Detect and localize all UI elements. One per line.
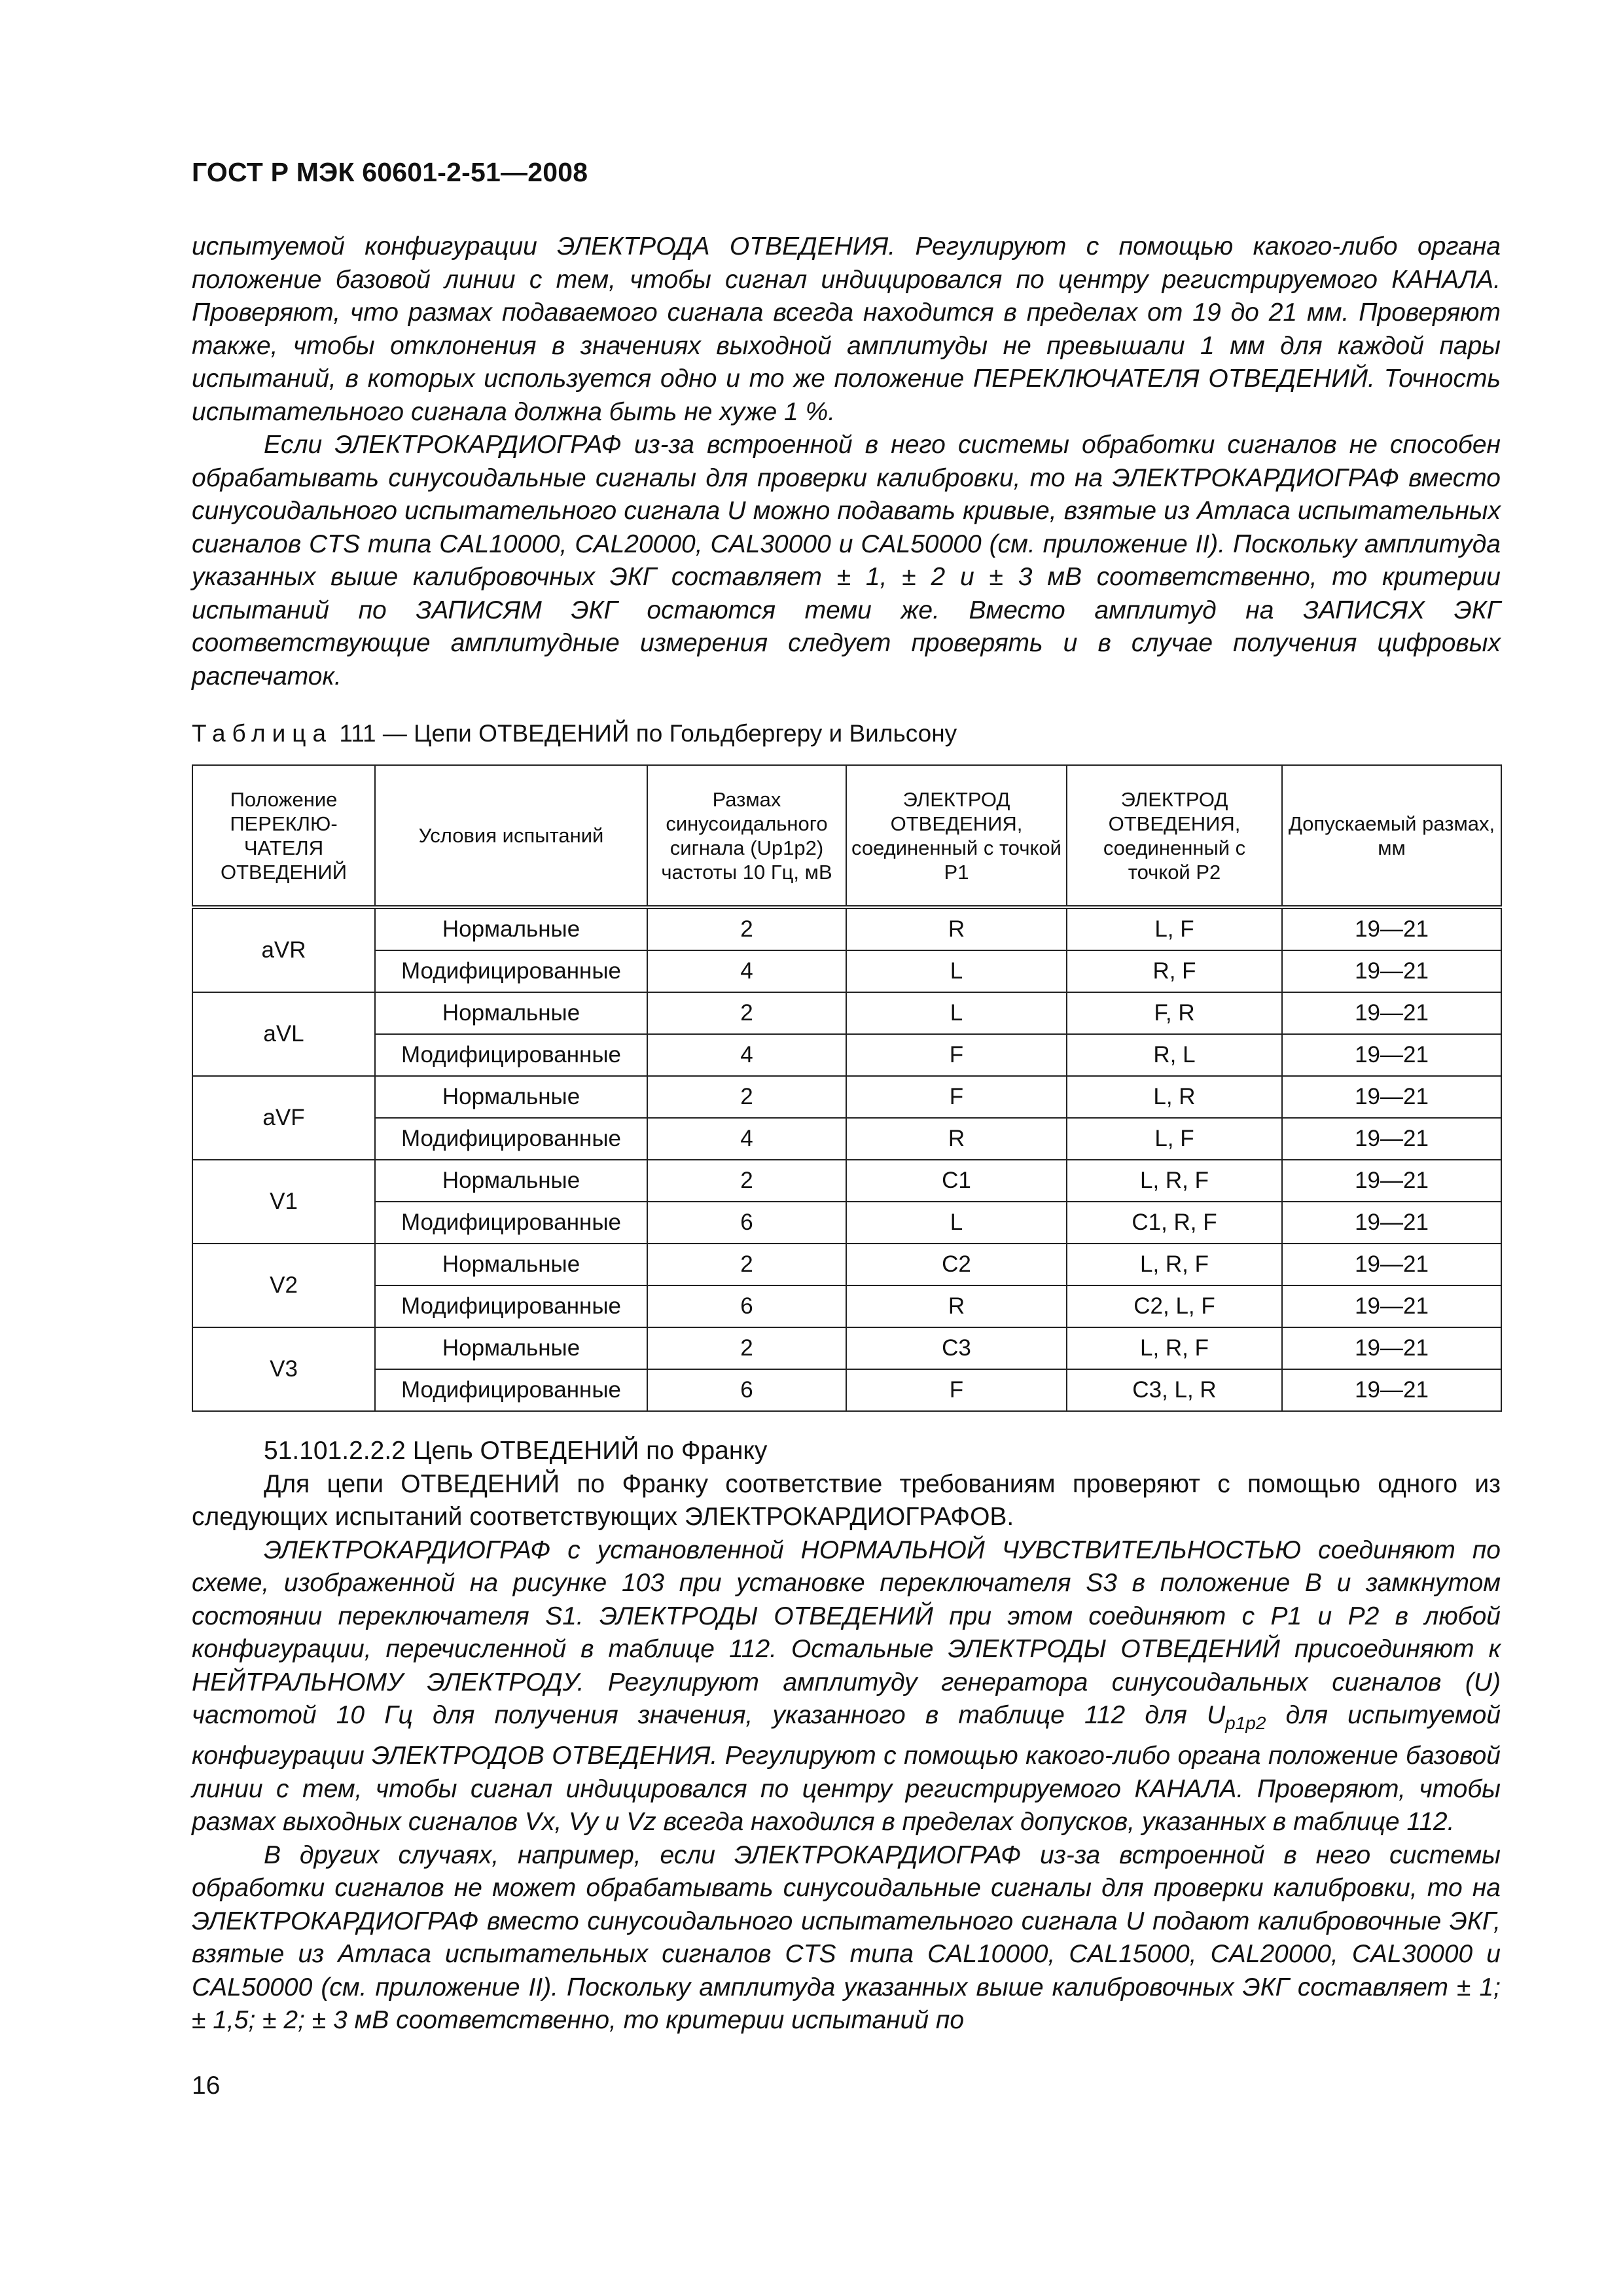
document-header: ГОСТ Р МЭК 60601-2-51—2008 xyxy=(192,157,588,187)
cell-tolerance: 19—21 xyxy=(1282,992,1501,1034)
cell-electrode-p1: C1 xyxy=(846,1160,1067,1202)
cell-electrode-p2: L, F xyxy=(1067,907,1282,950)
page-number: 16 xyxy=(192,2072,221,2100)
cell-electrode-p1: C2 xyxy=(846,1244,1067,1285)
table-caption-title: 111 — Цепи ОТВЕДЕНИЙ по Гольдбергеру и Вильсону xyxy=(332,720,957,747)
cell-electrode-p2: R, F xyxy=(1067,950,1282,992)
cell-condition: Нормальные xyxy=(375,1076,647,1118)
cell-tolerance: 19—21 xyxy=(1282,907,1501,950)
cell-tolerance: 19—21 xyxy=(1282,1202,1501,1244)
header-tolerance: Допускаемый размах, мм xyxy=(1282,765,1501,907)
cell-electrode-p2: C2, L, F xyxy=(1067,1285,1282,1327)
cell-condition: Нормальные xyxy=(375,1160,647,1202)
cell-tolerance: 19—21 xyxy=(1282,1076,1501,1118)
table-row xyxy=(192,1327,1501,1369)
cell-position: V3 xyxy=(192,1327,375,1411)
table-header-row xyxy=(192,765,1501,907)
cell-electrode-p1: L xyxy=(846,992,1067,1034)
cell-position: aVF xyxy=(192,1076,375,1160)
section-title: 51.101.2.2.2 Цепь ОТВЕДЕНИЙ по Франку xyxy=(264,1437,768,1465)
cell-tolerance: 19—21 xyxy=(1282,950,1501,992)
document-page xyxy=(192,0,1501,2296)
table-row xyxy=(192,907,1501,950)
cell-condition: Модифицированные xyxy=(375,950,647,992)
cell-electrode-p2: L, R, F xyxy=(1067,1327,1282,1369)
cell-electrode-p2: C3, L, R xyxy=(1067,1369,1282,1411)
frank-procedure-text-b: для испытуемой конфигурации ЭЛЕКТРОДОВ ОТВЕДЕНИЯ. Регулируют с помощью какого-либо органа положение базовой линии с тем, чтобы сигнал индицировался по центру регистрируемого КАНАЛА. Проверяют, чтобы размах выходных сигналов Vx, Vy и Vz всегда находился в пределах допусков, указанных в таблице 112. xyxy=(192,1701,1501,1837)
table-caption-word: Таблица xyxy=(192,720,333,747)
paragraph-continuation: испытуемой конфигурации ЭЛЕКТРОДА ОТВЕДЕНИЯ. Регулируют с помощью какого-либо органа положение базовой линии с тем, чтобы сигнал индицировался по центру регистрируемого КАНАЛА. Проверяют, что размах подаваемого сигнала всегда находится в пределах от 19 до 21 мм. Проверяют также, чтобы отклонения в значениях выходной амплитуды не превышали 1 мм для каждой пары испытаний, в которых используется одно и то же положение ПЕРЕКЛЮЧАТЕЛЯ ОТВЕДЕНИЙ. Точность испытательного сигнала должна быть не хуже 1 %. xyxy=(192,232,1501,426)
cell-amplitude: 2 xyxy=(647,1076,846,1118)
leads-table xyxy=(192,764,1502,1412)
cell-electrode-p1: C3 xyxy=(846,1327,1067,1369)
table-row xyxy=(192,1244,1501,1285)
cell-tolerance: 19—21 xyxy=(1282,1160,1501,1202)
cell-amplitude: 2 xyxy=(647,1244,846,1285)
table-row xyxy=(192,1034,1501,1076)
cell-condition: Модифицированные xyxy=(375,1118,647,1160)
table-row xyxy=(192,1118,1501,1160)
cell-amplitude: 4 xyxy=(647,1034,846,1076)
header-switch-position: Положение ПЕРЕКЛЮ-ЧАТЕЛЯ ОТВЕДЕНИЙ xyxy=(192,765,375,907)
cell-condition: Модифицированные xyxy=(375,1034,647,1076)
table-row xyxy=(192,1285,1501,1327)
cell-condition: Нормальные xyxy=(375,992,647,1034)
top-text-block xyxy=(192,230,1501,693)
paragraph-frank-intro: Для цепи ОТВЕДЕНИЙ по Франку соответствие требованиям проверяют с помощью одного из следующих испытаний соответствующих ЭЛЕКТРОКАРДИОГРАФОВ. xyxy=(192,1469,1501,1531)
cell-electrode-p2: C1, R, F xyxy=(1067,1202,1282,1244)
table-row xyxy=(192,1160,1501,1202)
frank-procedure-text-a: ЭЛЕКТРОКАРДИОГРАФ с установленной НОРМАЛЬНОЙ ЧУВСТВИТЕЛЬНОСТЬЮ соединяют по схеме, изображенной на рисунке 103 при установке переключателя S3 в положение B и замкнутом состоянии переключателя S1. ЭЛЕКТРОДЫ ОТВЕДЕНИЙ при этом соединяют с P1 и P2 в любой конфигурации, перечисленной в таблице 112. Остальные ЭЛЕКТРОДЫ ОТВЕДЕНИЙ присоединяют к НЕЙТРАЛЬНОМУ ЭЛЕКТРОДУ. Регулируют амплитуду генератора синусоидальных сигналов (U) частотой 10 Гц для получения значения, указанного в таблице 112 для U xyxy=(192,1535,1501,1729)
cell-electrode-p1: R xyxy=(846,907,1067,950)
cell-amplitude: 6 xyxy=(647,1202,846,1244)
cell-tolerance: 19—21 xyxy=(1282,1034,1501,1076)
table-row xyxy=(192,950,1501,992)
cell-tolerance: 19—21 xyxy=(1282,1327,1501,1369)
cell-amplitude: 4 xyxy=(647,1118,846,1160)
cell-tolerance: 19—21 xyxy=(1282,1369,1501,1411)
bottom-text-block xyxy=(192,1435,1501,2037)
table-row xyxy=(192,1076,1501,1118)
table-row xyxy=(192,1369,1501,1411)
header-electrode-p1: ЭЛЕКТРОД ОТВЕДЕНИЯ, соединенный с точкой P1 xyxy=(846,765,1067,907)
cell-amplitude: 2 xyxy=(647,992,846,1034)
cell-amplitude: 2 xyxy=(647,907,846,950)
frank-procedure-subscript: p1p2 xyxy=(1225,1712,1266,1733)
cell-amplitude: 6 xyxy=(647,1369,846,1411)
cell-electrode-p2: L, R xyxy=(1067,1076,1282,1118)
cell-position: aVL xyxy=(192,992,375,1076)
cell-tolerance: 19—21 xyxy=(1282,1118,1501,1160)
cell-amplitude: 2 xyxy=(647,1327,846,1369)
table-body xyxy=(192,907,1501,1411)
cell-electrode-p2: L, R, F xyxy=(1067,1160,1282,1202)
paragraph-frank-procedure xyxy=(192,1534,1501,1839)
paragraph-frank-other-cases: В других случаях, например, если ЭЛЕКТРОКАРДИОГРАФ из-за встроенной в него системы обработки сигналов не может обрабатывать синусоидальные сигналы для проверки калибровки, то на ЭЛЕКТРОКАРДИОГРАФ вместо синусоидального испытательного сигнала U подают калибровочные ЭКГ, взятые из Атласа испытательных сигналов CTS типа CAL10000, CAL15000, CAL20000, CAL30000 и CAL50000 (см. приложение II). Поскольку амплитуда указанных выше калибровочных ЭКГ составляет ± 1; ± 1,5; ± 2; ± 3 мВ соответственно, то критерии испытаний по xyxy=(192,1840,1501,2035)
cell-amplitude: 6 xyxy=(647,1285,846,1327)
cell-condition: Модифицированные xyxy=(375,1285,647,1327)
paragraph-cal-signals: Если ЭЛЕКТРОКАРДИОГРАФ из-за встроенной в него системы обработки сигналов не способен обрабатывать синусоидальные сигналы для проверки калибровки, то на ЭЛЕКТРОКАРДИОГРАФ вместо синусоидального испытательного сигнала U можно подавать кривые, взятые из Атласа испытательных сигналов CTS типа CAL10000, CAL20000, CAL30000 и CAL50000 (см. приложение II). Поскольку амплитуда указанных выше калибровочных ЭКГ составляет ± 1, ± 2 и ± 3 мВ соответственно, то критерии испытаний по ЗАПИСЯМ ЭКГ остаются теми же. Вместо амплитуд на ЗАПИСЯХ ЭКГ соответствующие амплитудные измерения следует проверять и в случае получения цифровых распечаток. xyxy=(192,431,1501,691)
cell-tolerance: 19—21 xyxy=(1282,1285,1501,1327)
cell-condition: Нормальные xyxy=(375,907,647,950)
cell-position: aVR xyxy=(192,907,375,992)
table-row xyxy=(192,992,1501,1034)
cell-amplitude: 4 xyxy=(647,950,846,992)
cell-electrode-p1: L xyxy=(846,950,1067,992)
cell-electrode-p1: L xyxy=(846,1202,1067,1244)
header-electrode-p2: ЭЛЕКТРОД ОТВЕДЕНИЯ, соединенный с точкой P2 xyxy=(1067,765,1282,907)
cell-amplitude: 2 xyxy=(647,1160,846,1202)
cell-condition: Нормальные xyxy=(375,1327,647,1369)
cell-electrode-p2: R, L xyxy=(1067,1034,1282,1076)
cell-electrode-p2: L, R, F xyxy=(1067,1244,1282,1285)
cell-condition: Нормальные xyxy=(375,1244,647,1285)
cell-condition: Модифицированные xyxy=(375,1369,647,1411)
cell-condition: Модифицированные xyxy=(375,1202,647,1244)
cell-electrode-p1: R xyxy=(846,1118,1067,1160)
cell-electrode-p1: F xyxy=(846,1034,1067,1076)
cell-electrode-p2: L, F xyxy=(1067,1118,1282,1160)
table-caption xyxy=(192,720,957,747)
table-row xyxy=(192,1202,1501,1244)
cell-electrode-p2: F, R xyxy=(1067,992,1282,1034)
header-test-conditions: Условия испытаний xyxy=(375,765,647,907)
header-signal-amplitude: Размах синусоидального сигнала (Up1p2) частоты 10 Гц, мВ xyxy=(647,765,846,907)
cell-electrode-p1: F xyxy=(846,1076,1067,1118)
cell-position: V1 xyxy=(192,1160,375,1244)
cell-electrode-p1: F xyxy=(846,1369,1067,1411)
cell-position: V2 xyxy=(192,1244,375,1327)
cell-electrode-p1: R xyxy=(846,1285,1067,1327)
cell-tolerance: 19—21 xyxy=(1282,1244,1501,1285)
